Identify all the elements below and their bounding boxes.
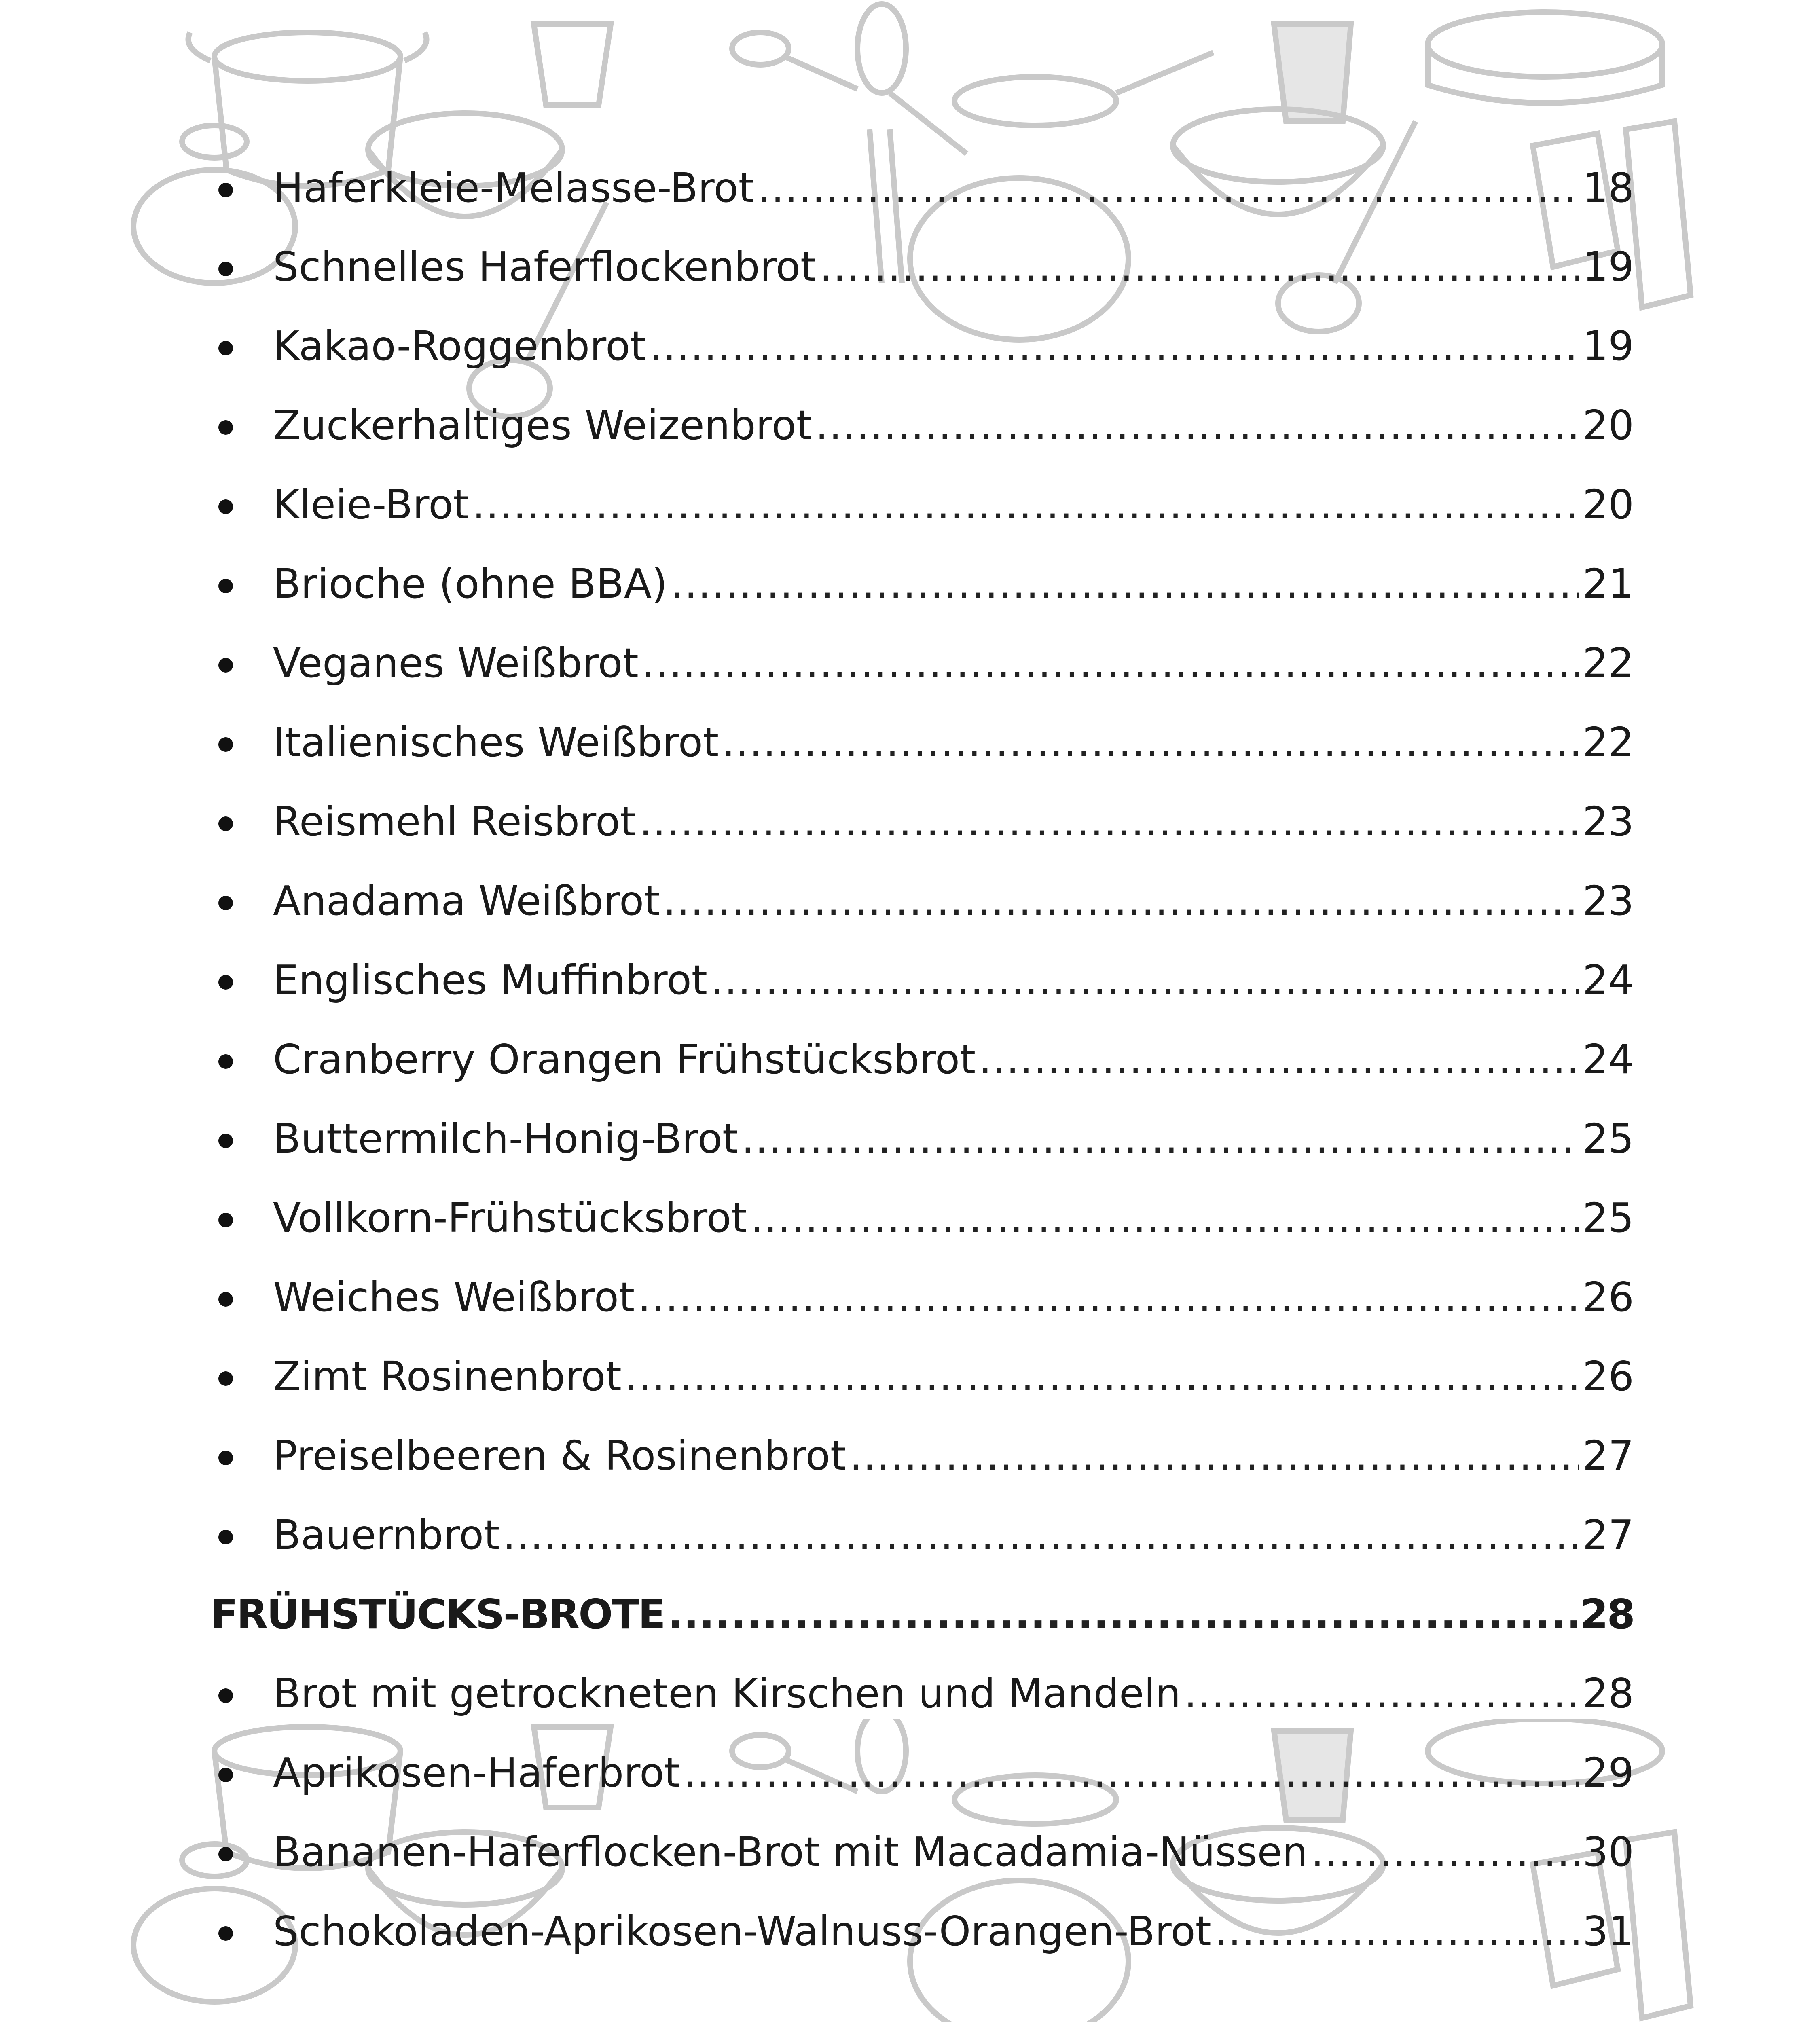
toc-entry-title: Englisches Muffinbrot (273, 956, 707, 1004)
bullet-icon (218, 896, 233, 910)
toc-entry[interactable] (210, 474, 1634, 535)
toc-section-heading[interactable] (210, 1584, 1634, 1645)
toc-entry-title: Brot mit getrockneten Kirschen und Mandeln (273, 1670, 1181, 1717)
dot-leader (1311, 1822, 1579, 1882)
toc-entry[interactable] (210, 1267, 1634, 1328)
bullet-icon (218, 1054, 233, 1069)
dot-leader (722, 712, 1579, 773)
toc-entry-title: Bananen-Haferflocken-Brot mit Macadamia-Nüssen (273, 1828, 1308, 1876)
dot-leader (741, 1108, 1579, 1169)
toc-entry-title: Kakao-Roggenbrot (273, 322, 646, 370)
bullet-icon (218, 1451, 233, 1465)
toc-entry[interactable] (210, 1663, 1634, 1724)
dot-leader (1215, 1901, 1579, 1962)
toc-entry-title: Preiselbeeren & Rosinenbrot (273, 1432, 847, 1479)
bullet-icon (218, 499, 233, 514)
toc-entry-title: Veganes Weißbrot (273, 639, 639, 687)
toc-entry[interactable] (210, 1505, 1634, 1565)
toc-page-number: 25 (1582, 1115, 1634, 1162)
toc-entry-title: Cranberry Orangen Frühstücksbrot (273, 1036, 976, 1083)
bullet-icon (218, 1847, 233, 1861)
spoon-icon (732, 32, 857, 89)
toc-entry-title: Schnelles Haferflockenbrot (273, 243, 817, 290)
dot-leader (638, 1267, 1579, 1328)
toc-entry-title: Haferkleie-Melasse-Brot (273, 164, 754, 212)
toc-entry[interactable] (210, 395, 1634, 456)
toc-page-number: 21 (1582, 560, 1634, 607)
bullet-icon (218, 183, 233, 197)
bullet-icon (218, 341, 233, 355)
dot-leader (979, 1029, 1579, 1090)
toc-page-number: 22 (1582, 639, 1634, 687)
toc-page-number: 27 (1582, 1511, 1634, 1559)
dot-leader (1184, 1663, 1579, 1724)
dot-leader (849, 1426, 1579, 1486)
toc-entry-title: Schokoladen-Aprikosen-Walnuss-Orangen-Brot (273, 1908, 1211, 1955)
toc-page-number: 26 (1582, 1273, 1634, 1321)
toc-entry-title: Bauernbrot (273, 1511, 500, 1559)
toc-page-number: 29 (1582, 1749, 1634, 1796)
bullet-icon (218, 262, 233, 276)
toc-entry-title: Zimt Rosinenbrot (273, 1353, 622, 1400)
toc-entry-title: Brioche (ohne BBA) (273, 560, 668, 607)
toc-page-number: 22 (1582, 719, 1634, 766)
jug-icon (1274, 24, 1351, 121)
toc-page-number: 23 (1582, 877, 1634, 924)
dot-leader (711, 950, 1579, 1011)
dot-leader (750, 1188, 1579, 1248)
dot-leader (642, 633, 1579, 694)
toc-page-number: 28 (1582, 1670, 1634, 1717)
toc-entry[interactable] (210, 791, 1634, 852)
toc-page-number: 20 (1582, 402, 1634, 449)
toc-page-number: 26 (1582, 1353, 1634, 1400)
toc-entry[interactable] (210, 1901, 1634, 1962)
toc-entry[interactable] (210, 1108, 1634, 1169)
bullet-icon (218, 420, 233, 435)
dot-leader (684, 1743, 1579, 1803)
toc-entry[interactable] (210, 633, 1634, 694)
toc-page-number: 24 (1582, 1036, 1634, 1083)
toc-section-title: FRÜHSTÜCKS-BROTE (210, 1591, 665, 1638)
toc-entry[interactable] (210, 871, 1634, 931)
dot-leader (758, 158, 1579, 218)
toc-entry[interactable] (210, 950, 1634, 1011)
toc-page-number: 28 (1580, 1591, 1634, 1638)
toc-entry-title: Buttermilch-Honig-Brot (273, 1115, 739, 1162)
bullet-icon (218, 1292, 233, 1307)
toc-entry[interactable] (210, 237, 1634, 297)
toc-page-number: 30 (1582, 1828, 1634, 1876)
toc-page-number: 19 (1582, 243, 1634, 290)
grater-icon (1626, 121, 1691, 307)
toc-entry[interactable] (210, 1743, 1634, 1803)
pan-icon (954, 53, 1213, 125)
toc-entry[interactable] (210, 1426, 1634, 1486)
toc-page-number: 20 (1582, 481, 1634, 528)
toc-page-number: 24 (1582, 956, 1634, 1004)
toc-entry[interactable] (210, 1822, 1634, 1882)
toc-entry[interactable] (210, 712, 1634, 773)
toc-page-number: 31 (1582, 1908, 1634, 1955)
cake-tin-icon (1428, 12, 1662, 103)
toc-entry-title: Italienisches Weißbrot (273, 719, 719, 766)
bullet-icon (218, 1371, 233, 1386)
dot-leader (649, 316, 1579, 376)
dot-leader (668, 1584, 1577, 1645)
bullet-icon (218, 816, 233, 831)
toc-entry-title: Zuckerhaltiges Weizenbrot (273, 402, 812, 449)
bullet-icon (218, 975, 233, 990)
toc-entry-title: Reismehl Reisbrot (273, 798, 636, 845)
bullet-icon (218, 658, 233, 673)
toc-entry[interactable] (210, 554, 1634, 614)
dot-leader (663, 871, 1579, 931)
bullet-icon (218, 579, 233, 593)
dot-leader (472, 474, 1579, 535)
bullet-icon (218, 1688, 233, 1703)
toc-page-number: 18 (1582, 164, 1634, 212)
toc-page-number: 27 (1582, 1432, 1634, 1479)
toc-entry-title: Anadama Weißbrot (273, 877, 660, 924)
dot-leader (503, 1505, 1579, 1565)
toc-entry[interactable] (210, 1029, 1634, 1090)
dot-leader (671, 554, 1579, 614)
toc-page-number: 19 (1582, 322, 1634, 370)
dot-leader (815, 395, 1579, 456)
bullet-icon (218, 1213, 233, 1227)
bullet-icon (218, 737, 233, 752)
toc-entry[interactable] (210, 158, 1634, 218)
toc-entry[interactable] (210, 316, 1634, 376)
toc-entry-title: Kleie-Brot (273, 481, 469, 528)
toc-entry-title: Aprikosen-Haferbrot (273, 1749, 680, 1796)
bullet-icon (218, 1768, 233, 1782)
toc-page-number: 23 (1582, 798, 1634, 845)
bullet-icon (218, 1926, 233, 1941)
glass-icon (534, 24, 611, 105)
toc-entry[interactable] (210, 1346, 1634, 1407)
whisk-icon (857, 4, 967, 154)
toc-entry-title: Vollkorn-Frühstücksbrot (273, 1194, 747, 1242)
dot-leader (639, 791, 1579, 852)
toc-entry-title: Weiches Weißbrot (273, 1273, 635, 1321)
bullet-icon (218, 1530, 233, 1544)
dot-leader (819, 237, 1579, 297)
toc-entry[interactable] (210, 1188, 1634, 1248)
dot-leader (625, 1346, 1579, 1407)
bullet-icon (218, 1134, 233, 1148)
toc-page-number: 25 (1582, 1194, 1634, 1242)
